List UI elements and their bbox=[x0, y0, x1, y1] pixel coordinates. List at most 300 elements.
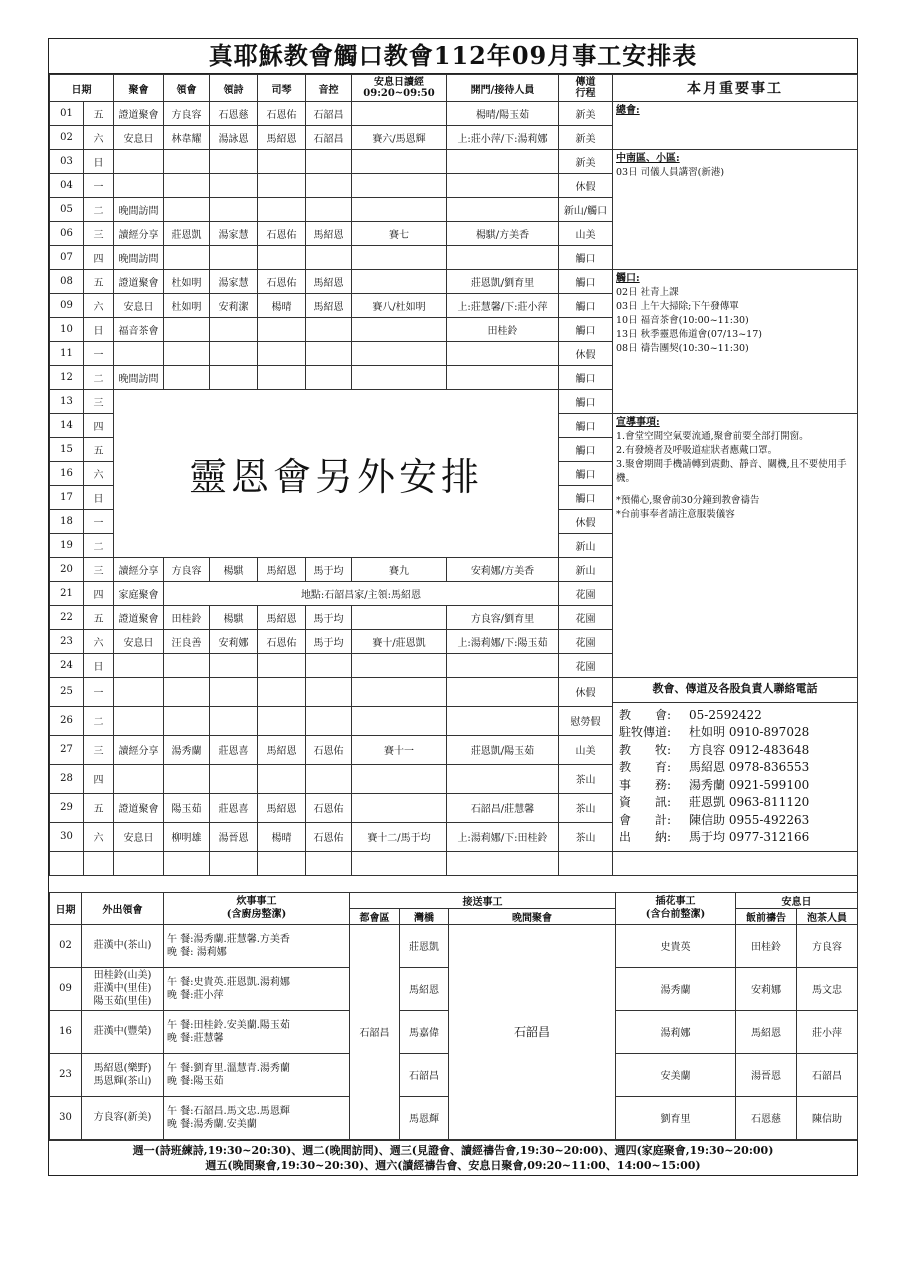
duty-kitchen-dinner: 晚 餐: 湯莉娜 bbox=[167, 946, 227, 958]
weekly-meetings-footer bbox=[49, 1140, 857, 1175]
duty-prayer: 安莉娜 bbox=[736, 967, 797, 1010]
notes-cell-3 bbox=[613, 414, 858, 678]
row-service: 福音茶會 bbox=[114, 318, 164, 342]
contact-line bbox=[619, 777, 851, 795]
row-service bbox=[114, 174, 164, 198]
lower-header-flower-sub: (含台前整潔) bbox=[645, 909, 706, 920]
row-date: 19 bbox=[50, 534, 84, 558]
row-service bbox=[114, 764, 164, 793]
duty-prayer: 田桂鈴 bbox=[736, 924, 797, 967]
row-weekday: 日 bbox=[84, 486, 114, 510]
row-date: 21 bbox=[50, 582, 84, 606]
row-mission: 新山/觸口 bbox=[559, 198, 613, 222]
row-date: 24 bbox=[50, 654, 84, 678]
blank-cell bbox=[164, 851, 210, 875]
special-arrangement-cell: 靈恩會另外安排 bbox=[114, 390, 559, 558]
notes-extra-item: *台前事奉者請注意服裝儀容 bbox=[616, 509, 735, 520]
duty-dept: 石韶昌 bbox=[350, 924, 400, 1139]
row-weekday: 一 bbox=[84, 174, 114, 198]
row-lead bbox=[164, 174, 210, 198]
row-piano: 馬紹恩 bbox=[258, 793, 306, 822]
contact-line bbox=[619, 724, 851, 742]
duty-kitchen bbox=[164, 967, 350, 1010]
notes-cell-0 bbox=[613, 102, 858, 150]
schedule-row bbox=[50, 150, 858, 174]
monthly-schedule-table bbox=[49, 74, 858, 876]
row-date: 23 bbox=[50, 630, 84, 654]
duty-tea: 石韶昌 bbox=[797, 1053, 858, 1096]
row-weekday: 五 bbox=[84, 270, 114, 294]
row-door: 上:湯莉娜/下:陽玉茹 bbox=[447, 630, 559, 654]
duty-kitchen-lunch: 午 餐:劉育里.溫慧青.湯秀蘭 bbox=[167, 1062, 290, 1074]
row-piano bbox=[258, 198, 306, 222]
row-sound bbox=[306, 174, 352, 198]
duty-bay: 馬嘉偉 bbox=[400, 1010, 449, 1053]
row-weekday: 日 bbox=[84, 318, 114, 342]
row-reading: 賽六/馬恩輝 bbox=[352, 126, 447, 150]
row-service bbox=[114, 150, 164, 174]
row-weekday: 三 bbox=[84, 558, 114, 582]
schedule-row bbox=[50, 678, 858, 707]
blank-cell bbox=[84, 851, 114, 875]
contact-line bbox=[619, 812, 851, 830]
duty-kitchen-lunch: 午 餐:石韶昌.馬文忠.馬恩輝 bbox=[167, 1105, 290, 1117]
header-reading bbox=[352, 75, 447, 102]
row-mission: 休假 bbox=[559, 342, 613, 366]
row-hymn bbox=[210, 678, 258, 707]
row-mission: 茶山 bbox=[559, 793, 613, 822]
lower-header-out: 外出領會 bbox=[82, 892, 164, 924]
row-service: 讀經分享 bbox=[114, 558, 164, 582]
row-merged-info: 地點:石韶昌家/主領:馬紹恩 bbox=[164, 582, 559, 606]
row-reading bbox=[352, 706, 447, 735]
row-lead: 林韋耀 bbox=[164, 126, 210, 150]
row-piano bbox=[258, 764, 306, 793]
contact-value: 方良容 0912-483648 bbox=[689, 742, 810, 757]
row-mission: 山美 bbox=[559, 222, 613, 246]
row-sound bbox=[306, 246, 352, 270]
row-service: 證道聚會 bbox=[114, 270, 164, 294]
row-piano: 馬紹恩 bbox=[258, 735, 306, 764]
row-date: 05 bbox=[50, 198, 84, 222]
lower-header-date: 日期 bbox=[50, 892, 82, 924]
row-reading bbox=[352, 366, 447, 390]
contact-label: 出 納: bbox=[619, 830, 672, 844]
duty-flower: 湯秀蘭 bbox=[616, 967, 736, 1010]
row-weekday: 五 bbox=[84, 102, 114, 126]
row-hymn: 湯詠恩 bbox=[210, 126, 258, 150]
row-date: 15 bbox=[50, 438, 84, 462]
row-door: 莊恩凱/陽玉茹 bbox=[447, 735, 559, 764]
blank-cell bbox=[210, 851, 258, 875]
row-piano bbox=[258, 706, 306, 735]
header-important: 本月重要事工 bbox=[613, 75, 858, 102]
duty-bay: 馬恩輝 bbox=[400, 1096, 449, 1139]
row-hymn bbox=[210, 174, 258, 198]
row-service: 安息日 bbox=[114, 630, 164, 654]
row-service bbox=[114, 678, 164, 707]
row-date: 25 bbox=[50, 678, 84, 707]
row-piano bbox=[258, 678, 306, 707]
notes-local-item: 03日 上午大掃除;下午發傳單 bbox=[616, 301, 739, 312]
row-mission: 茶山 bbox=[559, 764, 613, 793]
row-reading: 賽十/莊恩凱 bbox=[352, 630, 447, 654]
row-reading bbox=[352, 150, 447, 174]
duty-out bbox=[82, 967, 164, 1010]
row-sound bbox=[306, 150, 352, 174]
row-piano bbox=[258, 342, 306, 366]
row-piano: 馬紹恩 bbox=[258, 126, 306, 150]
row-weekday: 四 bbox=[84, 764, 114, 793]
row-service: 晚間訪問 bbox=[114, 366, 164, 390]
row-service: 晚間訪問 bbox=[114, 246, 164, 270]
duty-kitchen bbox=[164, 1096, 350, 1139]
row-lead bbox=[164, 366, 210, 390]
duty-evening: 石韶昌 bbox=[449, 924, 616, 1139]
row-hymn bbox=[210, 706, 258, 735]
row-lead bbox=[164, 654, 210, 678]
schedule-sheet bbox=[48, 38, 858, 1176]
row-mission: 休假 bbox=[559, 678, 613, 707]
row-door bbox=[447, 174, 559, 198]
contact-value: 05-2592422 bbox=[689, 707, 762, 722]
row-date: 09 bbox=[50, 294, 84, 318]
duty-kitchen bbox=[164, 924, 350, 967]
duty-date: 02 bbox=[50, 924, 82, 967]
duty-out-item: 莊漢中(豐榮) bbox=[93, 1026, 152, 1037]
row-door: 石韶昌/莊慧馨 bbox=[447, 793, 559, 822]
duty-out-item: 田桂鈴(山美) bbox=[93, 970, 152, 981]
duty-prayer: 馬紹恩 bbox=[736, 1010, 797, 1053]
row-weekday: 二 bbox=[84, 534, 114, 558]
row-date: 18 bbox=[50, 510, 84, 534]
header-door: 開門/接待人員 bbox=[447, 75, 559, 102]
row-lead: 湯秀蘭 bbox=[164, 735, 210, 764]
notes-local-title: 觸口: bbox=[616, 273, 640, 284]
row-hymn: 莊恩喜 bbox=[210, 793, 258, 822]
row-date: 17 bbox=[50, 486, 84, 510]
row-piano bbox=[258, 366, 306, 390]
row-hymn: 湯家慧 bbox=[210, 270, 258, 294]
row-lead: 田桂鈴 bbox=[164, 606, 210, 630]
row-reading bbox=[352, 793, 447, 822]
contact-label: 教 會: bbox=[619, 707, 672, 722]
header-reading-label: 安息日讀經 bbox=[374, 77, 424, 88]
row-service: 安息日 bbox=[114, 822, 164, 851]
row-service: 晚間訪問 bbox=[114, 198, 164, 222]
notes-local-item: 08日 禱告團契(10:30~11:30) bbox=[616, 343, 749, 354]
notes-promo-item: 2.有發燒者及呼吸道症狀者應戴口罩。 bbox=[616, 445, 778, 456]
notes-promo-item: 3.聚會期間手機請轉到震動、靜音、關機,且不要使用手機。 bbox=[616, 459, 847, 484]
lower-header-evening: 晚間聚會 bbox=[449, 908, 616, 924]
notes-cell-2 bbox=[613, 270, 858, 414]
row-weekday: 五 bbox=[84, 793, 114, 822]
row-sound: 石韶昌 bbox=[306, 102, 352, 126]
lower-header-kitchen-label: 炊事事工 bbox=[236, 896, 277, 907]
row-door: 莊恩凱/劉育里 bbox=[447, 270, 559, 294]
row-sound bbox=[306, 318, 352, 342]
row-lead bbox=[164, 150, 210, 174]
row-weekday: 六 bbox=[84, 126, 114, 150]
notes-local-item: 13日 秋季靈恩佈道會(07/13~17) bbox=[616, 329, 762, 340]
row-hymn bbox=[210, 318, 258, 342]
row-reading bbox=[352, 174, 447, 198]
lower-header-sabbath: 安息日 bbox=[736, 892, 858, 908]
row-sound: 石恩佑 bbox=[306, 822, 352, 851]
row-mission: 新山 bbox=[559, 558, 613, 582]
row-mission: 花園 bbox=[559, 630, 613, 654]
row-weekday: 日 bbox=[84, 150, 114, 174]
duty-out-item: 馬恩輝(茶山) bbox=[93, 1075, 152, 1087]
lower-header-kitchen bbox=[164, 892, 350, 924]
row-mission: 花園 bbox=[559, 582, 613, 606]
row-lead bbox=[164, 318, 210, 342]
notes-cell-4 bbox=[613, 678, 858, 852]
notes-extra-item: *預備心,聚會前30分鐘到教會禱告 bbox=[616, 495, 760, 506]
row-door bbox=[447, 198, 559, 222]
row-reading bbox=[352, 678, 447, 707]
row-lead: 陽玉茹 bbox=[164, 793, 210, 822]
row-door: 楊騏/方美香 bbox=[447, 222, 559, 246]
duty-out bbox=[82, 1096, 164, 1139]
row-weekday: 四 bbox=[84, 582, 114, 606]
row-date: 06 bbox=[50, 222, 84, 246]
row-reading bbox=[352, 102, 447, 126]
row-date: 30 bbox=[50, 822, 84, 851]
row-service: 讀經分享 bbox=[114, 735, 164, 764]
row-hymn bbox=[210, 764, 258, 793]
row-lead: 方良容 bbox=[164, 102, 210, 126]
contacts-title: 教會、傳道及各股負責人聯絡電話 bbox=[613, 678, 857, 703]
blank-cell bbox=[258, 851, 306, 875]
contact-line bbox=[619, 829, 851, 847]
contact-label: 教 牧: bbox=[619, 742, 672, 757]
contact-line bbox=[619, 759, 851, 777]
schedule-header-row bbox=[50, 75, 858, 102]
row-hymn: 湯晉恩 bbox=[210, 822, 258, 851]
blank-cell bbox=[559, 851, 613, 875]
row-date: 03 bbox=[50, 150, 84, 174]
row-hymn: 石恩慈 bbox=[210, 102, 258, 126]
row-date: 07 bbox=[50, 246, 84, 270]
row-weekday: 二 bbox=[84, 706, 114, 735]
contact-value: 馬紹恩 0978-836553 bbox=[689, 760, 810, 774]
row-hymn: 安莉潔 bbox=[210, 294, 258, 318]
row-lead: 汪良善 bbox=[164, 630, 210, 654]
row-sound: 石恩佑 bbox=[306, 735, 352, 764]
contact-label: 教 育: bbox=[619, 760, 672, 774]
contact-label: 資 訊: bbox=[619, 795, 672, 809]
contact-line bbox=[619, 707, 851, 725]
footer-line-2: 週五(晚間聚會,19:30~20:30)、週六(讀經禱告會、安息日聚會,09:20~11:00、14:00~15:00) bbox=[205, 1158, 701, 1172]
weekly-duty-table bbox=[49, 892, 858, 1140]
row-service bbox=[114, 342, 164, 366]
row-date: 11 bbox=[50, 342, 84, 366]
row-service bbox=[114, 706, 164, 735]
row-date: 02 bbox=[50, 126, 84, 150]
contact-value: 馬于均 0977-312166 bbox=[689, 830, 810, 844]
row-sound bbox=[306, 366, 352, 390]
row-hymn: 安莉娜 bbox=[210, 630, 258, 654]
lower-header-flower-label: 插花事工 bbox=[655, 896, 696, 907]
row-piano bbox=[258, 654, 306, 678]
row-piano bbox=[258, 318, 306, 342]
row-door: 上:湯莉娜/下:田桂鈴 bbox=[447, 822, 559, 851]
row-mission: 山美 bbox=[559, 735, 613, 764]
row-weekday: 一 bbox=[84, 678, 114, 707]
row-service: 讀經分享 bbox=[114, 222, 164, 246]
row-hymn bbox=[210, 246, 258, 270]
row-sound: 馬于均 bbox=[306, 630, 352, 654]
lower-header-dept: 都會區 bbox=[350, 908, 400, 924]
row-hymn bbox=[210, 366, 258, 390]
header-mission-label: 傳道 bbox=[575, 77, 596, 88]
row-mission: 新美 bbox=[559, 150, 613, 174]
row-reading: 賽九 bbox=[352, 558, 447, 582]
row-door: 上:莊慧馨/下:莊小萍 bbox=[447, 294, 559, 318]
row-door: 田桂鈴 bbox=[447, 318, 559, 342]
blank-cell bbox=[114, 851, 164, 875]
header-hymn: 領詩 bbox=[210, 75, 258, 102]
duty-kitchen bbox=[164, 1010, 350, 1053]
row-piano bbox=[258, 174, 306, 198]
row-lead: 杜如明 bbox=[164, 270, 210, 294]
row-date: 08 bbox=[50, 270, 84, 294]
row-piano: 馬紹恩 bbox=[258, 606, 306, 630]
row-door bbox=[447, 678, 559, 707]
row-date: 13 bbox=[50, 390, 84, 414]
contact-line bbox=[619, 742, 851, 760]
row-lead bbox=[164, 764, 210, 793]
row-mission: 觸口 bbox=[559, 246, 613, 270]
row-mission: 休假 bbox=[559, 174, 613, 198]
row-piano bbox=[258, 150, 306, 174]
row-mission: 觸口 bbox=[559, 294, 613, 318]
notes-promo-title: 宣導事項: bbox=[616, 417, 660, 428]
contact-label: 會 計: bbox=[619, 812, 672, 827]
page-title: 真耶穌教會觸口教會112年09月事工安排表 bbox=[49, 39, 857, 74]
row-date: 10 bbox=[50, 318, 84, 342]
blank-cell bbox=[306, 851, 352, 875]
row-lead: 柳明雄 bbox=[164, 822, 210, 851]
header-reading-time: 09:20~09:50 bbox=[363, 88, 435, 99]
row-piano: 楊晴 bbox=[258, 822, 306, 851]
row-service: 證道聚會 bbox=[114, 793, 164, 822]
row-mission: 新山 bbox=[559, 534, 613, 558]
row-sound bbox=[306, 198, 352, 222]
contact-value: 杜如明 0910-897028 bbox=[689, 725, 810, 739]
row-service: 安息日 bbox=[114, 126, 164, 150]
duty-date: 30 bbox=[50, 1096, 82, 1139]
blank-cell bbox=[352, 851, 447, 875]
row-sound bbox=[306, 342, 352, 366]
row-door bbox=[447, 246, 559, 270]
row-piano: 馬紹恩 bbox=[258, 558, 306, 582]
duty-bay: 馬紹恩 bbox=[400, 967, 449, 1010]
row-reading bbox=[352, 246, 447, 270]
header-lead: 領會 bbox=[164, 75, 210, 102]
row-weekday: 六 bbox=[84, 462, 114, 486]
contact-line bbox=[619, 794, 851, 812]
lower-header-tea: 泡茶人員 bbox=[797, 908, 858, 924]
header-mission-label2: 行程 bbox=[575, 88, 596, 99]
row-date: 14 bbox=[50, 414, 84, 438]
row-date: 27 bbox=[50, 735, 84, 764]
row-reading bbox=[352, 198, 447, 222]
duty-flower: 安美蘭 bbox=[616, 1053, 736, 1096]
contact-value: 湯秀蘭 0921-599100 bbox=[689, 777, 810, 792]
row-door: 上:莊小萍/下:湯莉娜 bbox=[447, 126, 559, 150]
row-mission: 休假 bbox=[559, 510, 613, 534]
duty-out-item: 莊漢中(里佳) bbox=[93, 983, 152, 994]
row-lead: 莊恩凱 bbox=[164, 222, 210, 246]
row-mission: 觸口 bbox=[559, 366, 613, 390]
duty-date: 09 bbox=[50, 967, 82, 1010]
duty-prayer: 石恩慈 bbox=[736, 1096, 797, 1139]
header-service: 聚會 bbox=[114, 75, 164, 102]
row-mission: 觸口 bbox=[559, 414, 613, 438]
duty-kitchen-lunch: 午 餐:史貴英.莊恩凱.湯莉娜 bbox=[167, 976, 290, 988]
row-date: 16 bbox=[50, 462, 84, 486]
row-date: 26 bbox=[50, 706, 84, 735]
row-lead bbox=[164, 198, 210, 222]
row-reading: 賽十二/馬于均 bbox=[352, 822, 447, 851]
duty-kitchen-dinner: 晚 餐:莊小萍 bbox=[167, 989, 224, 1001]
row-sound bbox=[306, 764, 352, 793]
duty-tea: 馬文忠 bbox=[797, 967, 858, 1010]
row-weekday: 三 bbox=[84, 735, 114, 764]
notes-local-item: 10日 福音茶會(10:00~11:30) bbox=[616, 315, 749, 326]
lower-header-bay: 灣橋 bbox=[400, 908, 449, 924]
row-hymn: 楊騏 bbox=[210, 606, 258, 630]
header-sound: 音控 bbox=[306, 75, 352, 102]
row-lead bbox=[164, 706, 210, 735]
row-service bbox=[114, 654, 164, 678]
row-weekday: 四 bbox=[84, 246, 114, 270]
notes-region-item: 03日 司儀人員講習(新港) bbox=[616, 167, 725, 178]
duty-prayer: 湯晉恩 bbox=[736, 1053, 797, 1096]
row-date: 22 bbox=[50, 606, 84, 630]
duty-out bbox=[82, 1053, 164, 1096]
lower-header-row-1 bbox=[50, 892, 858, 908]
duty-flower: 劉育里 bbox=[616, 1096, 736, 1139]
duty-row bbox=[50, 924, 858, 967]
row-sound: 馬紹恩 bbox=[306, 222, 352, 246]
row-piano: 石恩佑 bbox=[258, 270, 306, 294]
row-door bbox=[447, 150, 559, 174]
row-weekday: 六 bbox=[84, 822, 114, 851]
duty-flower: 湯莉娜 bbox=[616, 1010, 736, 1053]
blank-cell bbox=[613, 851, 858, 875]
row-weekday: 六 bbox=[84, 294, 114, 318]
row-piano: 石恩佑 bbox=[258, 102, 306, 126]
row-door bbox=[447, 342, 559, 366]
row-date: 04 bbox=[50, 174, 84, 198]
notes-general-title: 總會: bbox=[616, 105, 640, 116]
notes-region-title: 中南區、小區: bbox=[616, 153, 680, 164]
duty-bay: 莊恩凱 bbox=[400, 924, 449, 967]
row-sound: 馬紹恩 bbox=[306, 294, 352, 318]
lower-header-flower bbox=[616, 892, 736, 924]
row-hymn: 湯家慧 bbox=[210, 222, 258, 246]
row-service: 證道聚會 bbox=[114, 606, 164, 630]
row-reading bbox=[352, 764, 447, 793]
row-reading bbox=[352, 270, 447, 294]
duty-tea: 莊小萍 bbox=[797, 1010, 858, 1053]
duty-out bbox=[82, 1010, 164, 1053]
duty-out-item: 陽玉茹(里佳) bbox=[93, 996, 152, 1007]
duty-tea: 陳信助 bbox=[797, 1096, 858, 1139]
